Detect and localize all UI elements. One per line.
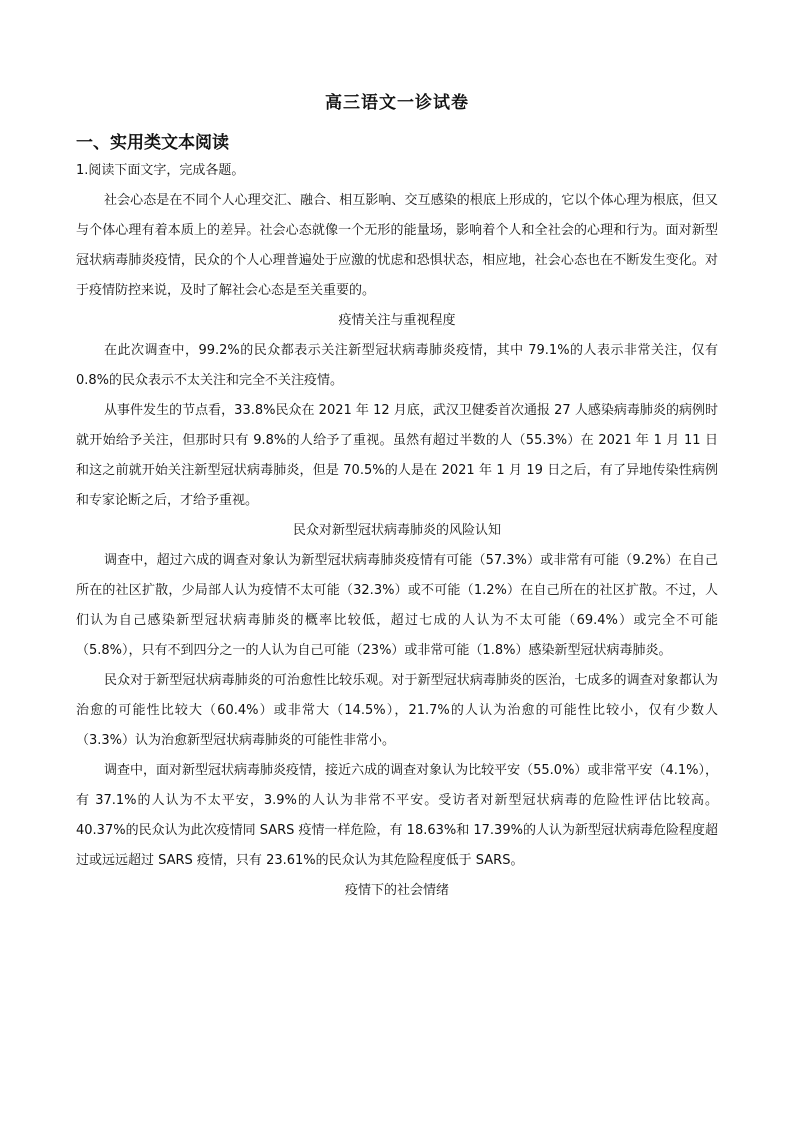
paragraph-social-mentality: 社会心态是在不同个人心理交汇、融合、相互影响、交互感染的根底上形成的，它以个体心理为根底，但又与个体心理有着本质上的差异。社会心态就像一个无形的能量场，影响着个人和全社会的心理和行为。面对新型冠状病毒肺炎疫情，民众的个人心理普遍处于应激的忧虑和恐惧状态，相应地，社会心态也在不断发生变化。对于疫情防控来说，及时了解社会心态是至关重要的。 [76, 193, 718, 298]
paragraph-spread-risk: 调查中，超过六成的调查对象认为新型冠状病毒肺炎疫情有可能（57.3%）或非常有可能（9.2%）在自己所在的社区扩散，少局部人认为疫情不太可能（32.3%）或不可能（1.2%）在自己所在的社区扩散。不过，人们认为自己感染新型冠状病毒肺炎的概率比较低，超过七成的人认为不太可能（69.4%）或完全不可能（5.8%），只有不到四分之一的人认为自己可能（23%）或非常可能（1.8%）感染新型冠状病毒肺炎。 [76, 553, 718, 658]
document-body [76, 156, 718, 906]
subheading-social-emotion: 疫情下的社会情绪 [344, 883, 449, 898]
question-intro: 1.阅读下面文字，完成各题。 [76, 163, 245, 178]
section-heading: 一、实用类文本阅读 [76, 133, 229, 153]
paragraph-attention-survey: 在此次调查中，99.2%的民众都表示关注新型冠状病毒肺炎疫情，其中 79.1%的人表示非常关注，仅有 0.8%的民众表示不太关注和完全不关注疫情。 [76, 343, 718, 388]
subheading-risk-perception: 民众对新型冠状病毒肺炎的风险认知 [292, 523, 501, 538]
subheading-attention: 疫情关注与重视程度 [338, 313, 456, 328]
paragraph-timeline: 从事件发生的节点看，33.8%民众在 2021 年 12 月底，武汉卫健委首次通报 27 人感染病毒肺炎的病例时就开始给予关注，但那时只有 9.8%的人给予了重视。虽然有超过半数的人（55.3%）在 2021 年 1 月 11 日和这之前就开始关注新型冠状病毒肺炎，但是 70.5%的人是在 2021 年 1 月 19 日之后，有了异地传染性病例和专家论断之后，才给予重视。 [76, 403, 718, 508]
paragraph-safety: 调查中，面对新型冠状病毒肺炎疫情，接近六成的调查对象认为比较平安（55.0%）或非常平安（4.1%），有 37.1%的人认为不太平安，3.9%的人认为非常不平安。受访者对新型冠状病毒的危险性评估比较高。40.37%的民众认为此次疫情同 SARS 疫情一样危险，有 18.63%和 17.39%的人认为新型冠状病毒危险程度超过或远远超过 SARS 疫情，只有 23.61%的民众认为其危险程度低于 SARS。 [76, 763, 718, 868]
paragraph-curability: 民众对于新型冠状病毒肺炎的可治愈性比较乐观。对于新型冠状病毒肺炎的医治，七成多的调查对象都认为治愈的可能性比较大（60.4%）或非常大（14.5%），21.7%的人认为治愈的可能性比较小，仅有少数人（3.3%）认为治愈新型冠状病毒肺炎的可能性非常小。 [76, 673, 718, 748]
document-title: 高三语文一诊试卷 [325, 93, 469, 113]
